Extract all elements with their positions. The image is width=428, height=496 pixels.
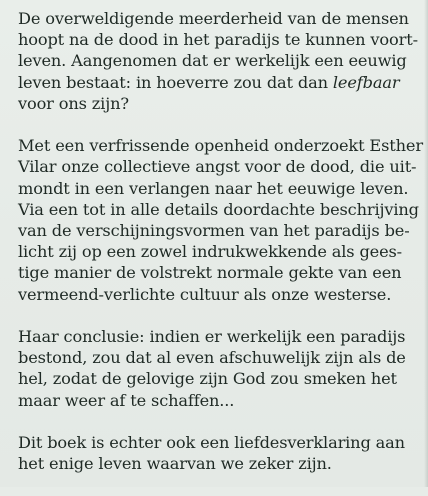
text-line: Met een verfrissende openheid onderzoekt Esther [18, 136, 423, 156]
text-line: Dit boek is echter ook een liefdesverklaring aan [18, 433, 405, 453]
text-line: Via een tot in alle details doordachte beschrijving [18, 199, 419, 219]
text-line: bestond, zou dat al even afschuwelijk zijn als de [18, 348, 406, 368]
paragraph-3 [18, 326, 428, 411]
paragraph-2 [18, 135, 428, 305]
text-line: tige manier de volstrekt normale gekte van een [18, 263, 402, 283]
text-line: hoopt na de dood in het paradijs te kunnen voort- [18, 30, 418, 50]
text-line: Haar conclusie: indien er werkelijk een paradijs [18, 327, 406, 347]
text-line: leven. Aangenomen dat er werkelijk een eeuwig [18, 51, 407, 71]
paragraph-1 [18, 8, 428, 114]
text-line: het enige leven waarvan we zeker zijn. [18, 454, 332, 474]
text-line: vermeend-verlichte cultuur als onze westerse. [18, 284, 392, 304]
text-line: voor ons zijn? [18, 93, 129, 113]
text-line-start: leven bestaat: in hoeverre zou dat dan [18, 72, 333, 92]
text-line: licht zij op een zowel indrukwekkende als gees- [18, 242, 402, 262]
text-line [18, 72, 428, 93]
emphasized-word: leefbaar [332, 72, 400, 92]
text-line: Vilar onze collectieve angst voor de dood, die uit- [18, 157, 417, 177]
paragraph-4 [18, 432, 428, 474]
text-line: De overweldigende meerderheid van de mensen [18, 9, 409, 28]
text-line: van de verschijningsvormen van het paradijs be- [18, 221, 410, 241]
text-line: mondt in een verlangen naar het eeuwige leven. [18, 178, 409, 198]
text-line: hel, zodat de gelovige zijn God zou smeken het [18, 369, 397, 389]
back-cover-text [18, 8, 428, 496]
text-line: maar weer af te schaffen... [18, 390, 235, 410]
